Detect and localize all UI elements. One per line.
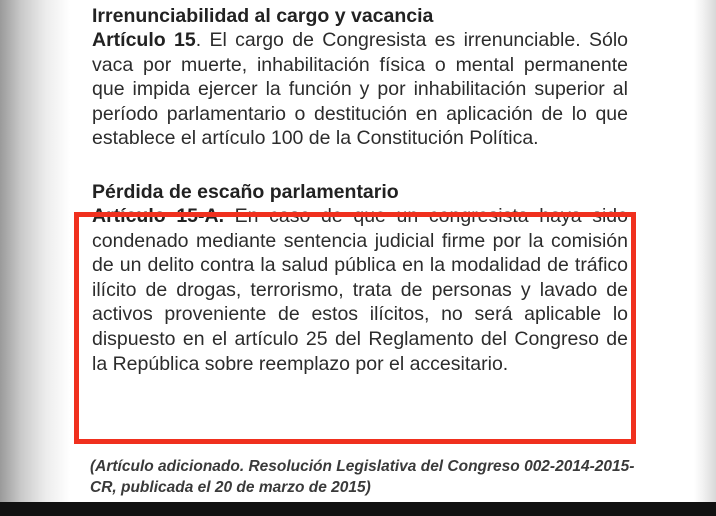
- article-15-text: . El cargo de Congresista es irrenunciable. Sólo vaca por muerte, inhabilitación física o mental permanente que impida ejercer la función y por inhabilitación superior al período parlamentario o destitución en aplicación de lo que establece el artículo 100 de la Constitución Política.: [92, 29, 629, 150]
- section-spacer: [92, 151, 628, 180]
- article-15-heading: Irrenunciabilidad al cargo y vacancia: [92, 5, 434, 27]
- article-15a-highlight-box: [74, 212, 636, 444]
- article-15a-heading: Pérdida de escaño parlamentario: [92, 180, 399, 203]
- article-15a-label: Artículo 15-A.: [92, 204, 225, 227]
- article-15a-text: En caso de que un congresista haya sido condenado mediante sentencia judicial firme por la comisión de un delito contra la salud pública en la modalidad de tráfico ilícito de drogas, terrorismo, trata de personas y lavado de activos proveniente de estos ilícitos, no será aplicable lo dispuesto en el artículo 25 del Reglamento del Congreso de la República sobre reemplazo por el accesitario.: [92, 204, 628, 375]
- article-15-label: Artículo 15: [92, 29, 196, 51]
- page-edge-shadow-left: [0, 0, 70, 516]
- article-15-paragraph: [92, 28, 628, 151]
- bottom-edge-bar: [0, 502, 716, 516]
- page-edge-shadow-right: [694, 0, 716, 516]
- article-15-section: [92, 4, 628, 151]
- amendment-note: (Artículo adicionado. Resolución Legislativa del Congreso 002-2014-2015-CR, publicada el 20 de marzo de 2015): [90, 458, 635, 496]
